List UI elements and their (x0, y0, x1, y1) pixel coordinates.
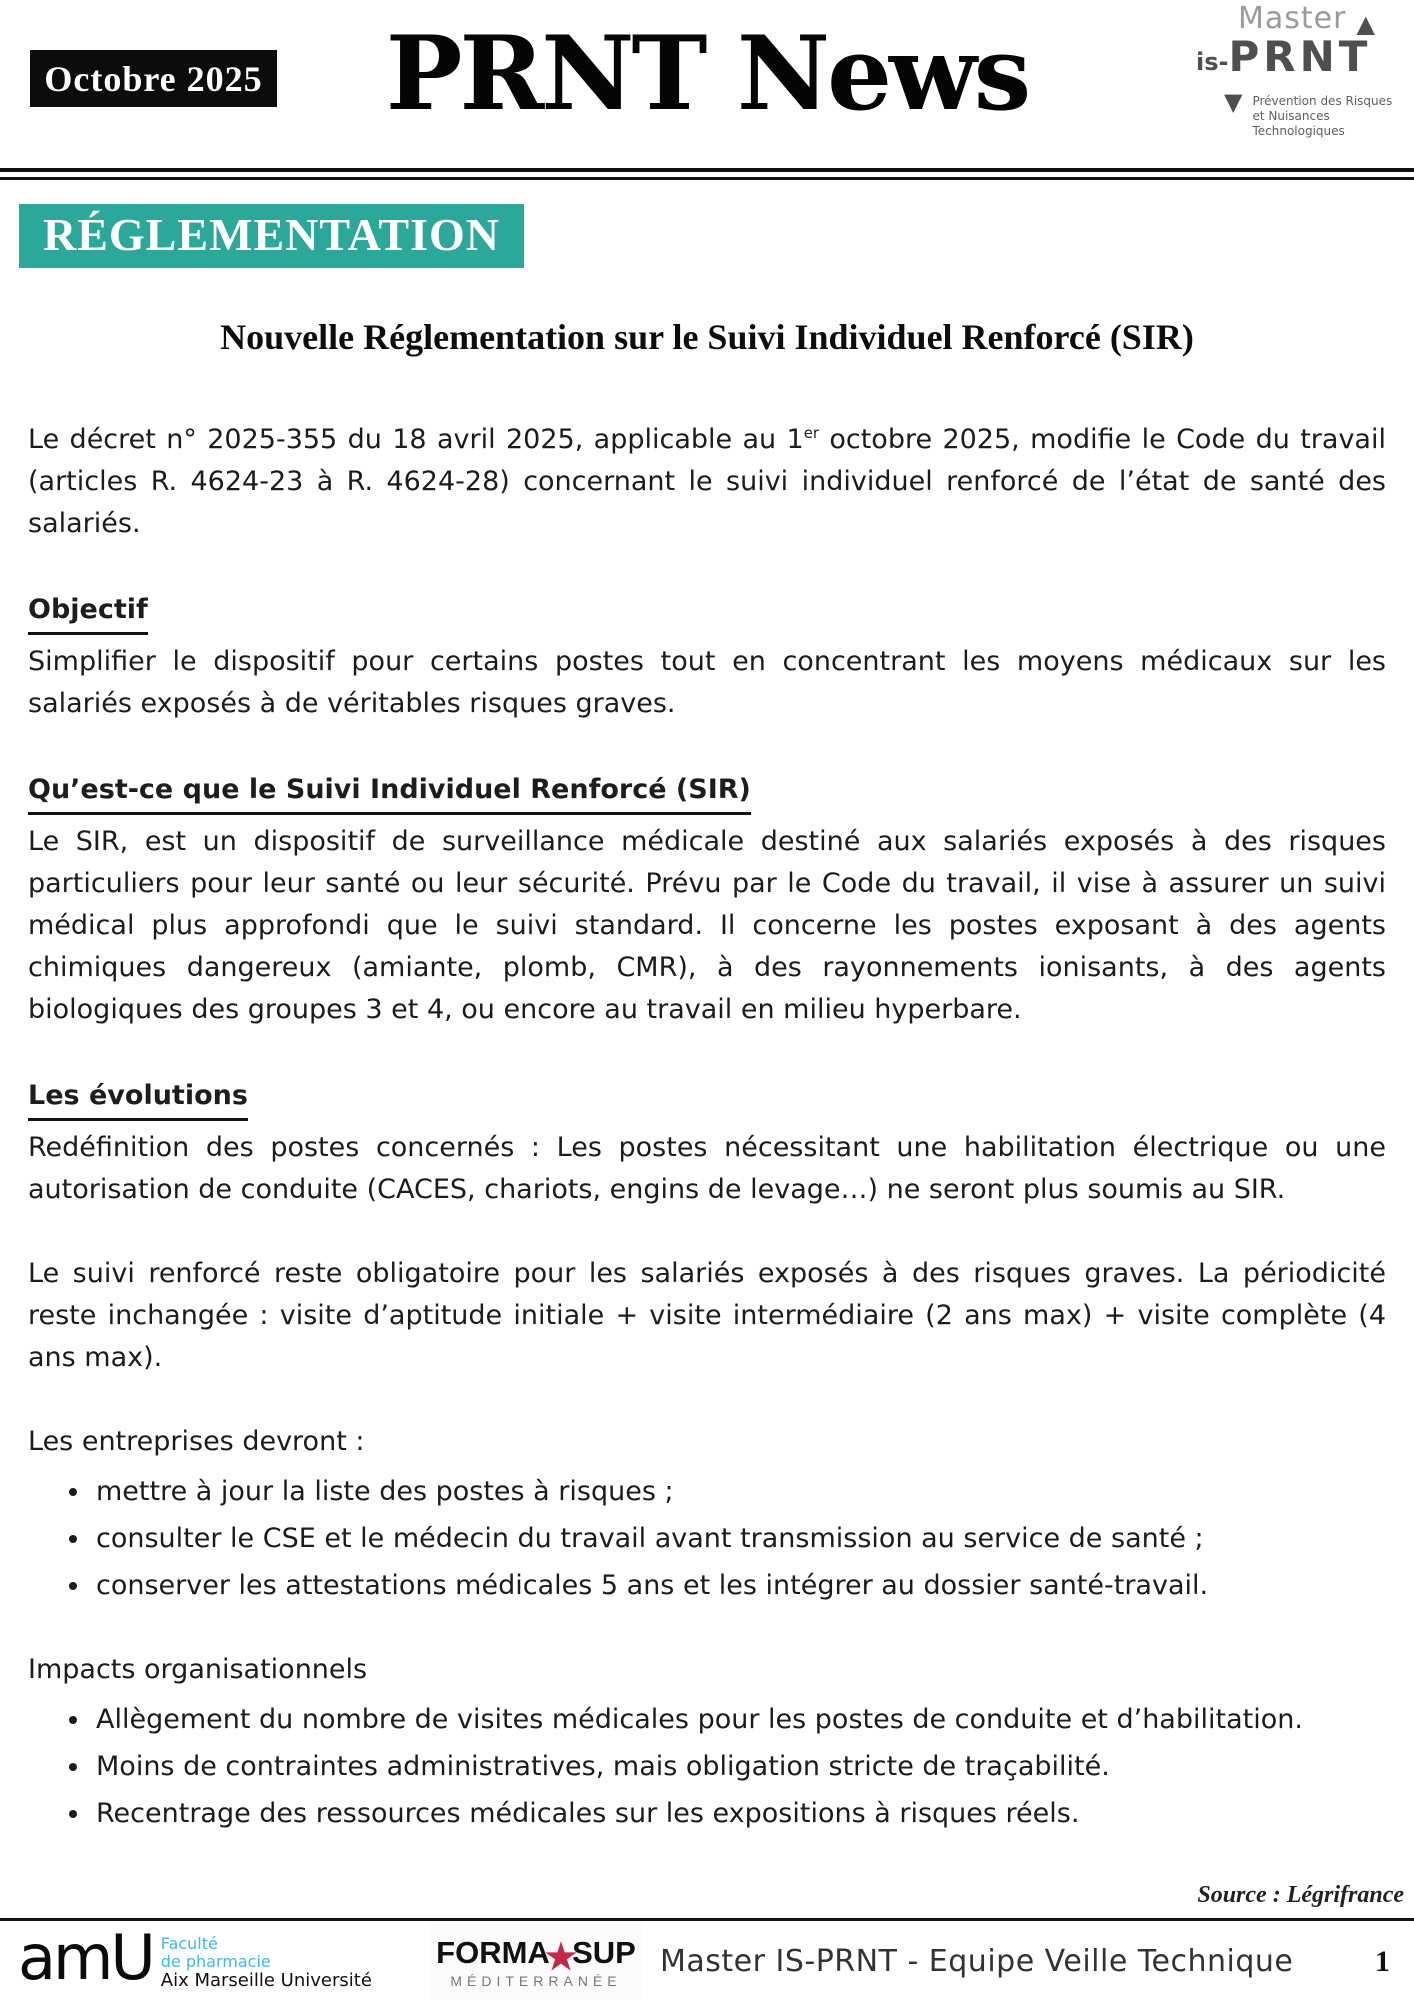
impacts-list (28, 1699, 1386, 1835)
paragraph-sir: Le SIR, est un dispositif de surveillance médicale destiné aux salariés exposés à des risques particuliers pour leur santé ou leur sécurité. Prévu par le Code du travail, il vise à assurer un suivi médical plus approfondi que le suivi standard. Il concerne les postes exposant à des agents chimiques dangereux (amiante, plomb, CMR), à des rayonnements ionisants, à des agents biologiques des groupes 3 et 4, ou encore au travail en milieu hyperbare. (28, 826, 1386, 1025)
source-note: Source : Légrifrance (1197, 1882, 1404, 1908)
masthead-title: PRNT News (385, 14, 1029, 134)
logo-is-label: is- (1196, 48, 1229, 76)
logo-row-master (1196, 1, 1402, 38)
master-isprnt-logo (1196, 1, 1402, 139)
article (0, 316, 1414, 1835)
logo-master-label: Master (1238, 1, 1347, 36)
list-item: • mettre à jour la liste des postes à risques ; (92, 1471, 1386, 1513)
entreprises-list (28, 1471, 1386, 1607)
formasup-word1: FORMA (436, 1934, 550, 1970)
amu-line-pharmacie: de pharmacie (160, 1951, 271, 1971)
page-number: 1 (1375, 1944, 1390, 1978)
amu-line-faculte: Faculté (160, 1934, 218, 1953)
logo-taglines (1252, 94, 1402, 139)
issue-date-label: Octobre 2025 (44, 58, 263, 99)
list-item: • Allègement du nombre de visites médicales pour les postes de conduite et d’habilitation. (92, 1699, 1386, 1741)
section-banner: RÉGLEMENTATION (19, 204, 524, 268)
formasup-word2: SUP (572, 1934, 636, 1970)
article-title: Nouvelle Réglementation sur le Suivi Individuel Renforcé (SIR) (220, 317, 1194, 357)
impacts-intro: Impacts organisationnels (28, 1654, 368, 1685)
triangle-up-icon: ▲ (1356, 10, 1375, 38)
list-item: • Recentrage des ressources médicales sur les expositions à risques réels. (92, 1793, 1386, 1835)
header-divider (0, 168, 1414, 180)
intro-part1: Le décret n° 2025-355 du 18 avril 2025, applicable au 1 (28, 424, 804, 455)
amu-logo (18, 1921, 372, 1994)
footer (0, 1923, 1414, 2000)
logo-row-tagline (1196, 82, 1402, 139)
list-item: • consulter le CSE et le médecin du travail avant transmission au service de santé ; (92, 1518, 1386, 1560)
formasup-logo (430, 1923, 642, 2000)
logo-row-prnt (1196, 32, 1402, 81)
entreprises-intro: Les entreprises devront : (28, 1426, 365, 1457)
amu-logo-text (161, 1935, 372, 1991)
logo-tagline-2: et Nuisances Technologiques (1252, 109, 1345, 138)
heading-sir (28, 769, 1386, 815)
heading-objectif-label: Objectif (28, 589, 148, 635)
logo-prnt-label: PRNT (1228, 32, 1372, 81)
heading-sir-label: Qu’est-ce que le Suivi Individuel Renforcé (SIR) (28, 769, 751, 815)
intro-paragraph (28, 412, 1386, 545)
logo-tagline-1: Prévention des Risques (1252, 94, 1393, 108)
header (0, 0, 1414, 168)
intro-part2: octobre 2025, modifie le Code du travail (articles R. 4624-23 à R. 4624-28) concernant le suivi individuel renforcé de l’état de santé des salariés. (28, 424, 1386, 539)
paragraph-objectif: Simplifier le dispositif pour certains postes tout en concentrant les moyens médicaux sur les salariés exposés à de véritables risques graves. (28, 646, 1386, 719)
formasup-subtitle: MÉDITERRANÉE (450, 1972, 622, 1989)
formasup-wordmark: FORMA ★ SUP (436, 1934, 636, 1977)
triangle-down-icon: ▼ (1224, 88, 1243, 116)
list-item: • conserver les attestations médicales 5 ans et les intégrer au dossier santé-travail. (92, 1565, 1386, 1607)
amu-wordmark: amU (18, 1921, 153, 1994)
heading-evolutions-label: Les évolutions (28, 1075, 248, 1121)
heading-objectif (28, 589, 1386, 635)
paragraph-evolutions-1: Redéfinition des postes concernés : Les postes nécessitant une habilitation électrique ou une autorisation de conduite (CACES, chariots, engins de levage…) ne seront plus soumis au SIR. (28, 1132, 1386, 1205)
intro-superscript: er (803, 424, 819, 442)
footer-divider (0, 1918, 1414, 1921)
list-item: • Moins de contraintes administratives, mais obligation stricte de traçabilité. (92, 1746, 1386, 1788)
footer-credit: Master IS-PRNT - Equipe Veille Technique (660, 1944, 1294, 1979)
amu-line-universite: Aix Marseille Université (160, 1970, 372, 1992)
paragraph-evolutions-2: Le suivi renforcé reste obligatoire pour les salariés exposés à des risques graves. La périodicité reste inchangée : visite d’aptitude initiale + visite intermédiaire (2 ans max) + visite complète (4 ans max). (28, 1258, 1386, 1373)
heading-evolutions (28, 1075, 1386, 1121)
